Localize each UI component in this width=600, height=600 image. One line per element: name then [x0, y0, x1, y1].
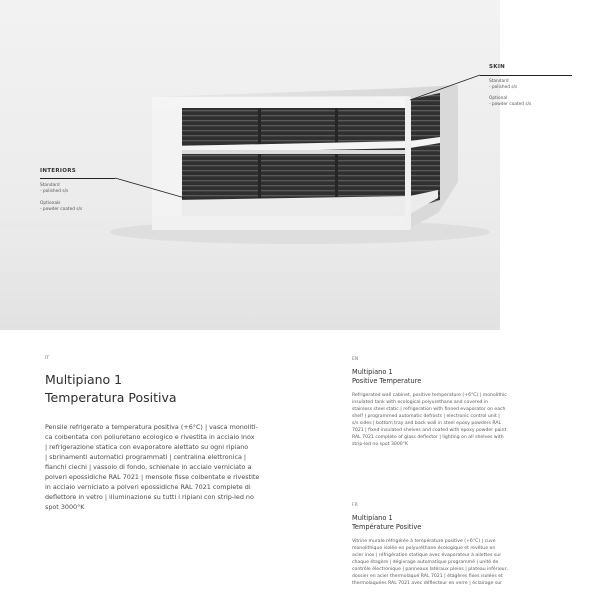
description-line-fr: chaque étagère | dégivrage automatique programmé | unité de [352, 560, 499, 565]
description-line-fr: Vitrine murale réfrigérée à température positive (+6°C) | cuve [352, 539, 496, 544]
language-label-it: IT [45, 356, 50, 361]
description-line-it: | refrigerazione statica con evaporatore alettato su ogni ripiano [45, 443, 249, 451]
product-title-en: Multipiano 1 [352, 368, 393, 376]
skin-callout-title: SKIN [489, 64, 506, 70]
description-line-it: Pensile refrigerato a temperatura positiva (+6°C) | vasca monoliti- [45, 423, 258, 431]
description-line-en: RAL 7021 complete of glass deflector | lighting on all shelves with [352, 435, 504, 440]
product-subtitle-en: Positive Temperature [352, 377, 422, 385]
interiors-callout-line: Optionals [40, 201, 61, 206]
cabinet-illustration [0, 0, 500, 330]
language-label-en: EN [352, 357, 359, 362]
product-subtitle-it: Temperatura Positiva [45, 390, 177, 405]
description-line-it: polveri epossidiche RAL 7021 | mensole fisse coibentate e rivestite [45, 473, 260, 481]
interiors-callout-line: - powder coated s/s [40, 207, 83, 212]
interiors-leader-line [40, 178, 115, 179]
description-line-en: 7021 | fixed insulated shelves and coated with epoxy powder paint [352, 428, 507, 433]
description-line-en: shelf | programmed automatic defrosts | electronic control unit | [352, 414, 500, 419]
description-line-it: fianchi ciechi | vassoio di fondo, schienale in acciaio verniciato a [45, 463, 252, 471]
skin-callout-line: - powder coated s/s [489, 102, 532, 107]
skin-callout-line: Optional [489, 96, 508, 101]
interiors-callout-line: - polished s/s [40, 189, 69, 194]
description-line-fr: contrôle électronique | panneaux latéraux pleins | plateau inférieur, [352, 567, 508, 572]
description-line-it: spot 3000°K [45, 503, 85, 511]
description-line-en: Refrigerated wall cabinet, positive temperature (+6°C) | monolithic [352, 393, 507, 398]
interiors-callout-line: Standard [40, 183, 60, 188]
back-slats [182, 108, 407, 210]
description-line-en: insulated tank with ecological polyurethane and covered in [352, 400, 489, 405]
product-subtitle-fr: Température Positive [352, 523, 422, 531]
product-title-fr: Multipiano 1 [352, 514, 393, 522]
description-line-en: stainless steel static | refrigeration with finned evaporator on each [352, 407, 506, 412]
skin-leader-line [480, 75, 572, 76]
description-line-it: ca coibentata con poliuretano ecologico e rivestita in acciaio inox [45, 433, 255, 441]
product-title-it: Multipiano 1 [45, 372, 123, 387]
interiors-callout-title: INTERIORS [40, 168, 77, 174]
description-line-fr: thermolaquées RAL 7021 avec déflecteur en verre | éclairage sur [352, 581, 503, 586]
description-line-fr: dossier en acier thermolaqué RAL 7021 | étagères fixes isolées et [352, 574, 503, 579]
description-line-it: deflettore in vetro | illuminazione su tutti i ripiani con strip-led no [45, 493, 254, 501]
product-photo [0, 0, 500, 330]
description-line-en: s/s sides | bottom tray and back wall in steel epoxy powders RAL [352, 421, 502, 426]
description-line-it: | sbrinamenti automatici programmati | centralina elettronica | [45, 453, 247, 461]
description-line-it: in acciaio verniciato a polveri epossidiche RAL 7021 complete di [45, 483, 251, 491]
skin-callout-line: - polished s/s [489, 85, 518, 90]
description-line-fr: monolithique isolée en polyuréthane écologique et revêtue en [352, 546, 496, 551]
language-label-fr: FR [352, 503, 358, 508]
skin-callout-line: Standard [489, 79, 509, 84]
description-line-en: strip-led no spot 3000°K [352, 442, 408, 447]
description-line-fr: acier inox | réfrigération statique avec évaporateur à ailettes sur [352, 553, 502, 558]
